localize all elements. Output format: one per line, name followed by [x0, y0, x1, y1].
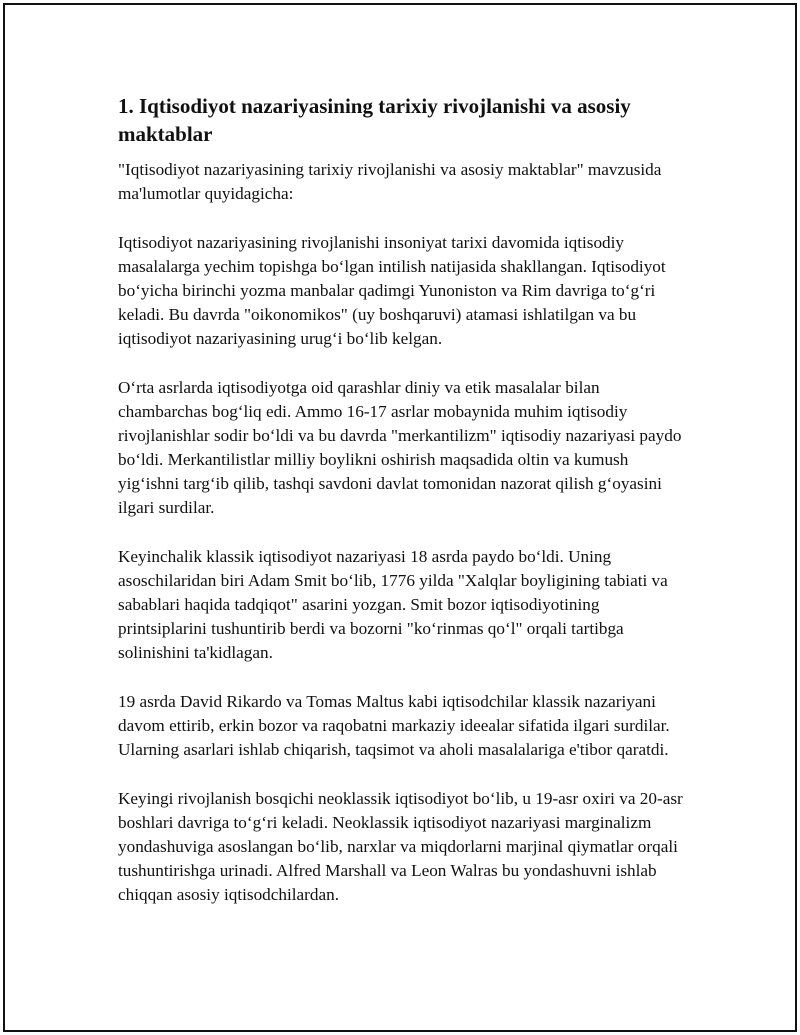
paragraph-intro: "Iqtisodiyot nazariyasining tarixiy rivojlanishi va asosiy maktablar" mavzusida ma'lumotlar quyidagicha: [118, 160, 662, 203]
section-heading: 1. Iqtisodiyot nazariyasining tarixiy rivojlanishi va asosiy maktablar [118, 94, 631, 146]
paragraph-neoclassical: Keyingi rivojlanish bosqichi neoklassik iqtisodiyot bo‘lib, u 19-asr oxiri va 20-asr boshlari davriga to‘g‘ri keladi. Neoklassik iqtisodiyot nazariyasi marginalizm yondashuviga asoslangan bo‘lib, narxlar va miqdorlarni marjinal qiymatlar orqali tushuntirishga urinadi. Alfred Marshall va Leon Walras bu yondashuvni ishlab chiqqan asosiy iqtisodchilardan. [118, 789, 683, 904]
paragraph-ricardo-malthus: 19 asrda David Rikardo va Tomas Maltus kabi iqtisodchilar klassik nazariyani davom ettirib, erkin bozor va raqobatni markaziy ideealar sifatida ilgari surdilar. Ularning asarlari ishlab chiqarish, taqsimot va aholi masalalariga e'tibor qaratdi. [118, 692, 670, 759]
paragraph-mercantilism: O‘rta asrlarda iqtisodiyotga oid qarashlar diniy va etik masalalar bilan chambarchas bog‘liq edi. Ammo 16-17 asrlar mobaynida muhim iqtisodiy rivojlanishlar sodir bo‘ldi va bu davrda "merkantilizm" iqtisodiy nazariyasi paydo bo‘ldi. Merkantilistlar milliy boylikni oshirish maqsadida oltin va kumush yig‘ishni targ‘ib qilib, tashqi savdoni davlat tomonidan nazorat qilish g‘oyasini ilgari surdilar. [118, 378, 682, 517]
document-body [118, 92, 690, 932]
paragraph-ancient-origins: Iqtisodiyot nazariyasining rivojlanishi insoniyat tarixi davomida iqtisodiy masalalarga yechim topishga bo‘lgan intilish natijasida shakllangan. Iqtisodiyot bo‘yicha birinchi yozma manbalar qadimgi Yunoniston va Rim davriga to‘g‘ri keladi. Bu davrda "oikonomikos" (uy boshqaruvi) atamasi ishlatilgan va bu iqtisodiyot nazariyasining urug‘i bo‘lib kelgan. [118, 233, 666, 348]
paragraph-classical-school: Keyinchalik klassik iqtisodiyot nazariyasi 18 asrda paydo bo‘ldi. Uning asoschilaridan biri Adam Smit bo‘lib, 1776 yilda "Xalqlar boyligining tabiati va sabablari haqida tadqiqot" asarini yozgan. Smit bozor iqtisodiyotining printsiplarini tushuntirib berdi va bozorni "ko‘rinmas qo‘l" orqali tartibga solinishini ta'kidlagan. [118, 547, 668, 662]
